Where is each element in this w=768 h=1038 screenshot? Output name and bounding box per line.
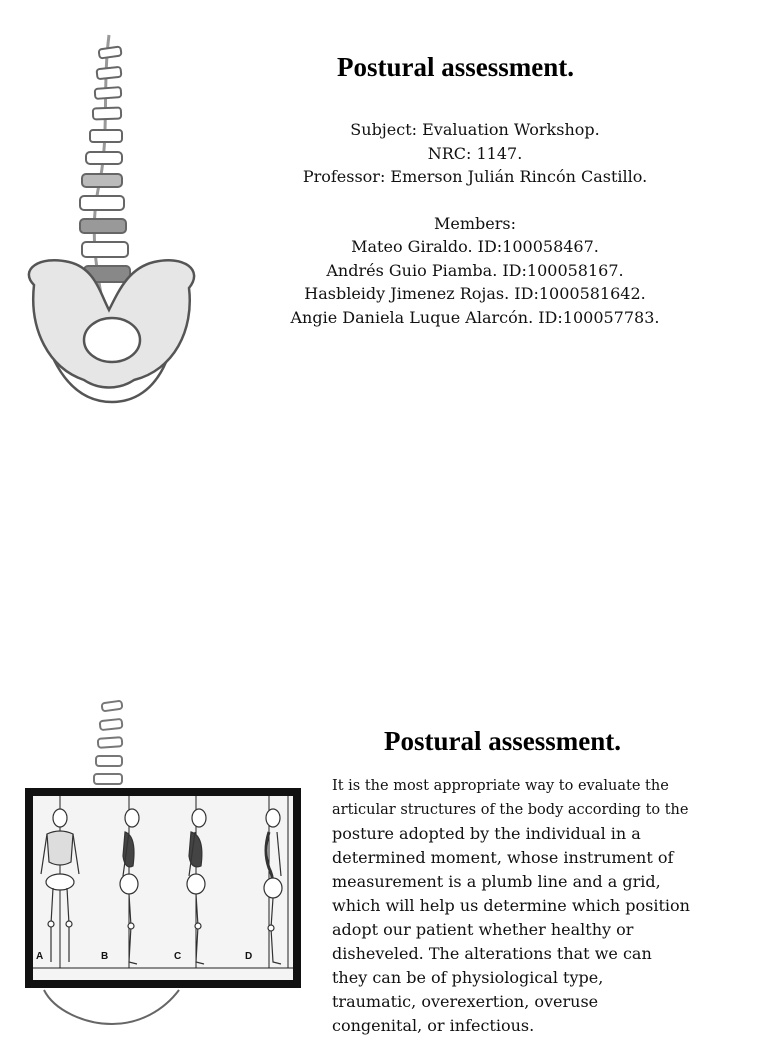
content-slide	[0, 690, 768, 1035]
figure-label-a: A	[36, 951, 44, 962]
page-title: Postural assessment.	[337, 52, 574, 82]
paragraph-line: traumatic, overexertion, overuse	[332, 992, 599, 1011]
paragraph-line: which will help us determine which position	[332, 896, 690, 915]
nrc-line: NRC: 1147.	[427, 143, 523, 163]
professor-line: Professor: Emerson Julián Rincón Castillo.	[302, 167, 648, 186]
figure-label-c: C	[174, 951, 182, 962]
paragraph-line: measurement is a plumb line and a grid,	[332, 872, 661, 891]
skeleton-views-image	[33, 796, 293, 980]
body-paragraph	[332, 774, 752, 1038]
course-info	[270, 118, 680, 329]
posture-figure	[25, 788, 301, 988]
paragraph-line: determined moment, whose instrument of	[332, 848, 674, 867]
paragraph-line: articular structures of the body according to the	[332, 802, 689, 818]
spine-pelvis-illustration	[14, 30, 204, 405]
paragraph-line: disheveled. The alterations that we can	[332, 944, 652, 963]
paragraph-line: congenital, or infectious.	[332, 1016, 535, 1035]
paragraph-line: they can be of physiological type,	[332, 968, 604, 987]
figure-label-b: B	[101, 951, 109, 962]
members-label: Members:	[434, 213, 516, 233]
subject-line: Subject: Evaluation Workshop.	[350, 120, 600, 139]
paragraph-line: adopt our patient whether healthy or	[332, 920, 634, 939]
member-item: Angie Daniela Luque Alarcón. ID:100057783.	[290, 307, 660, 327]
paragraph-line: posture adopted by the individual in a	[332, 824, 641, 843]
member-item: Hasbleidy Jimenez Rojas. ID:1000581642.	[304, 284, 646, 303]
figure-label-d: D	[245, 951, 253, 962]
section-title: Postural assessment.	[384, 726, 621, 756]
paragraph-line: It is the most appropriate way to evaluate the	[332, 778, 669, 794]
skeleton-diagram	[33, 796, 293, 980]
member-item: Andrés Guio Piamba. ID:100058167.	[326, 260, 624, 280]
member-item: Mateo Giraldo. ID:100058467.	[351, 237, 599, 256]
